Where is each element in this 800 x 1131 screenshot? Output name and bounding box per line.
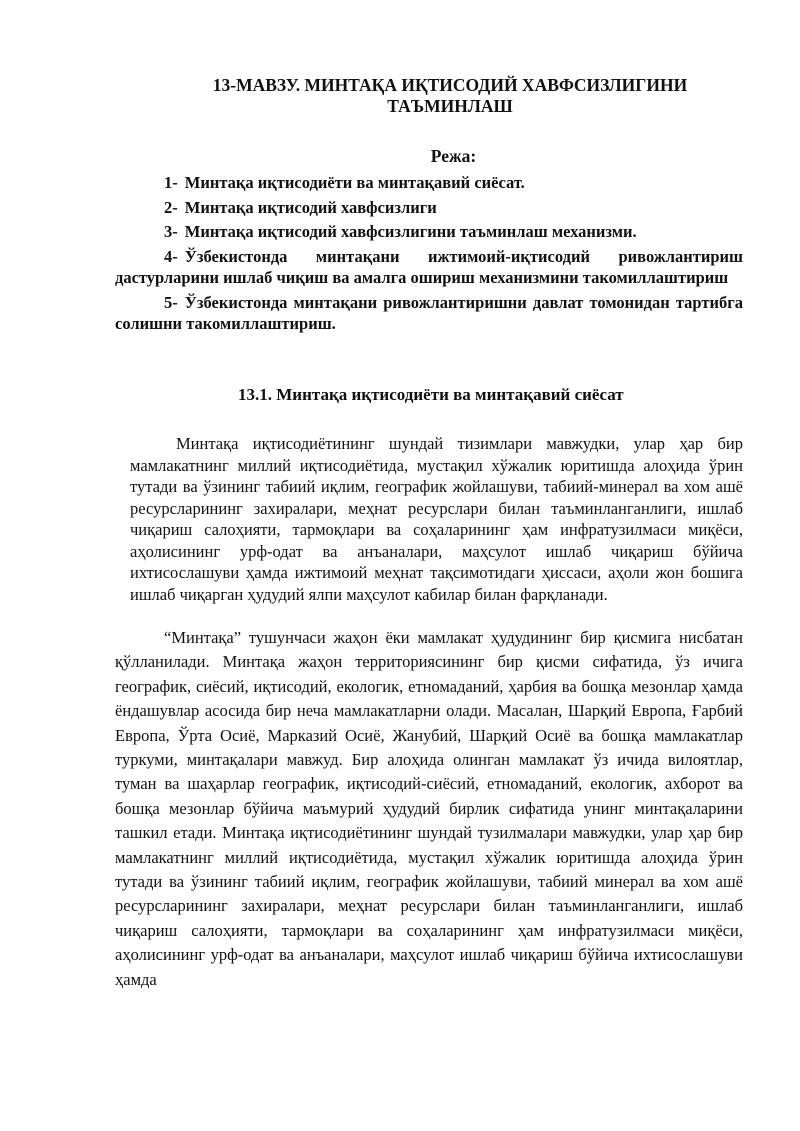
plan-item	[115, 292, 743, 335]
plan-item-number: 4-	[164, 246, 178, 266]
plan-item-text: Минтақа иқтисодий хавфсизлиги	[184, 197, 437, 217]
plan-item-number: 5-	[164, 292, 178, 312]
plan-item-text: Минтақа иқтисодий хавфсизлигини таъминлаш механизми.	[184, 222, 637, 241]
plan-item-number: 2-	[164, 197, 178, 217]
body-paragraph: “Минтақа” тушунчаси жаҳон ёки мамлакат ҳудудининг бир қисмига нисбатан қўлланилади. Минтақа жаҳон территориясининг бир қисми сифатида, ўз ичига географик, сиёсий, иқтисодий, екологик, етномаданий, ҳарбия ва бошқа мезонлар ҳамда ёндашувлар асосида бир неча мамлакатларни олади. Масалан, Шарқий Европа, Ғарбий Европа, Ўрта Осиё, Марказий Осиё, Жанубий, Шарқий Осиё ва бошқа мамлакатлар туркуми, минтақалари мавжуд. Бир алоҳида олинган мамлакат ўз ичида вилоятлар, туман ва шаҳарлар географик, иқтисодий-сиёсий, етномаданий, екологик, ахборот ва бошқа мезонлар бўйича маъмурий ҳудудий бирлик сифатида унинг минтақаларини ташкил етади. Минтақа иқтисодиётининг шундай тузилмалари мавжудки, улар ҳар бир мамлакатнинг миллий иқтисодиётида, мустақил хўжалик юритишда алоҳида ўрин тутади ва ўзининг табиий иқлим, географик жойлашуви, табиий минерал ва хом ашё ресурсларининг захиралари, меҳнат ресурслари билан таъминланганлиги, ишлаб чиқариш салоҳияти, тармоқлари ва соҳаларининг ҳам инфратузилмаси миқёси, аҳолисининг урф-одат ва анъаналари, маҳсулот ишлаб чиқариш бўйича ихтисослашуви ҳамда	[115, 628, 743, 989]
plan-item	[115, 221, 743, 243]
plan-item-number: 1-	[164, 173, 178, 192]
plan-item-text: Ўзбекистонда минтақани ривожлантиришни давлат томонидан тартибга солишни такомиллаштириш.	[115, 292, 743, 333]
document-title: 13-МАВЗУ. МИНТАҚА ИҚТИСОДИЙ ХАВФСИЗЛИГИНИ ТАЪМИНЛАШ	[212, 75, 688, 116]
plan-item-text: Минтақа иқтисодиёти ва минтақавий сиёсат.	[184, 173, 525, 192]
plan-item	[115, 246, 743, 289]
plan-item-number: 3-	[164, 222, 178, 241]
plan-item	[115, 172, 743, 194]
plan-list	[115, 172, 743, 338]
section-heading: 13.1. Минтақа иқтисодиёти ва минтақавий сиёсат	[238, 385, 624, 404]
body-paragraph: Минтақа иқтисодиётининг шундай тизимлари мавжудки, улар ҳар бир мамлакатнинг миллий иқтисодиётида, мустақил хўжалик юритишда алоҳида ўрин тутади ва ўзининг табиий иқлим, географик жойлашуви, табиий-минерал ва хом ашё ресурсларининг захиралари, меҳнат ресурслари билан таъминланганлиги, ишлаб чиқариш салоҳияти, тармоқлари ва соҳаларининг ҳам инфратузилмаси миқёси, аҳолисининг урф-одат ва анъаналари, маҳсулот ишлаб чиқариш бўйича ихтисослашуви ҳамда ижтимоий меҳнат тақсимотидаги ҳиссаси, аҳоли жон бошига ишлаб чиқарган ҳудудий ялпи маҳсулот кабилар билан фарқланади.	[130, 434, 743, 604]
plan-item-text: Ўзбекистонда минтақани ижтимоий-иқтисодий ривожлантириш дастурларини ишлаб чиқиш ва амалга ошириш механизмини такомиллаштириш	[115, 246, 743, 287]
plan-heading: Режа:	[430, 146, 477, 166]
plan-item	[115, 197, 743, 219]
